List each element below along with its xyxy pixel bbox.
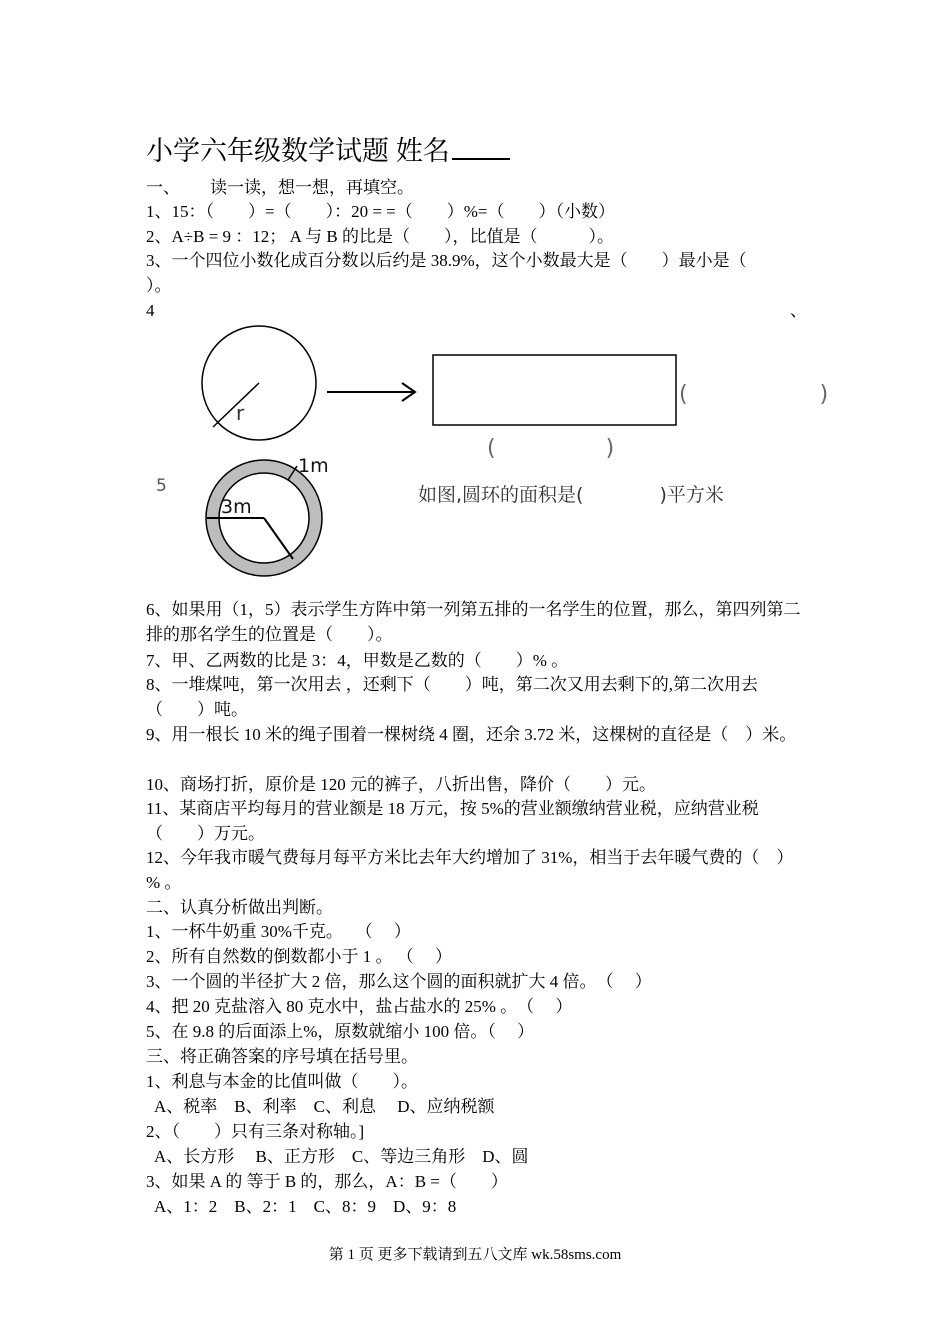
question-3-1: 1、利息与本金的比值叫做（ ）。 <box>146 1072 418 1091</box>
question-1-4-number: 4 <box>146 301 155 320</box>
question-1-7: 7、甲、乙两数的比是 3：4，甲数是乙数的（ ）% 。 <box>146 651 569 670</box>
page-title: 小学六年级数学试题 姓名 <box>146 132 510 169</box>
question-1-1: 1、15：（ ）=（ ）：20 = =（ ）%=（ ）（小数） <box>146 202 616 221</box>
question-3-3: 3、如果 A 的 等于 B 的，那么，A：B =（ ） <box>146 1172 508 1191</box>
rectangle-bottom-blank[interactable]: ( ) <box>487 436 615 461</box>
question-2-1: 1、一杯牛奶重 30%千克。 （ ） <box>146 922 411 941</box>
question-3-2: 2、（ ）只有三条对称轴。] <box>146 1122 365 1141</box>
radius-label: r <box>236 401 245 425</box>
ring-area-question: 如图,圆环的面积是( )平方米 <box>418 484 724 506</box>
rectangle-side-blank[interactable]: ( ) <box>679 382 829 407</box>
figure-circle-to-rectangle <box>0 0 950 600</box>
section-3-heading: 三、将正确答案的序号填在括号里。 <box>146 1047 418 1066</box>
question-1-6: 6、如果用（1，5）表示学生方阵中第一列第五排的一名学生的位置，那么，第四列第二排的那名学生的位置是（ ）。 <box>146 600 801 644</box>
question-2-3: 3、一个圆的半径扩大 2 倍，那么这个圆的面积就扩大 4 倍。 （ ） <box>146 972 652 991</box>
question-1-8: 8、一堆煤吨，第一次用去 ，还剩下（ ）吨，第二次又用去剩下的,第二次用去（ ）吨。 <box>146 675 758 719</box>
question-1-10: 10、商场打折，原价是 120 元的裤子，八折出售，降价（ ）元。 <box>146 775 656 794</box>
question-3-1-options: A、税率 B、利率 C、利息 D、应纳税额 <box>154 1097 495 1116</box>
section-1-heading: 一、 读一读，想一想，再填空。 <box>146 178 414 197</box>
question-3-3-options: A、1：2 B、2：1 C、8：9 D、9：8 <box>154 1197 457 1216</box>
question-2-4: 4、把 20 克盐溶入 80 克水中，盐占盐水的 25% 。 （ ） <box>146 997 573 1016</box>
question-2-2: 2、所有自然数的倒数都小于 1 。 （ ） <box>146 947 452 966</box>
question-1-3-cont: ）。 <box>146 276 172 295</box>
page-footer: 第 1 页 更多下载请到五八文库 wk.58sms.com <box>328 1247 622 1263</box>
question-1-4-mark: 、 <box>790 301 807 320</box>
rectangle-shape <box>433 355 676 425</box>
question-2-5: 5、在 9.8 的后面添上%，原数就缩小 100 倍。（ ） <box>146 1022 535 1041</box>
question-1-2: 2、A÷B = 9 ：12； A 与 B 的比是（ ），比值是（ ）。 <box>146 227 615 246</box>
section-2-heading: 二、认真分析做出判断。 <box>146 898 333 917</box>
question-1-9: 9、用一根长 10 米的绳子围着一棵树绕 4 圈，还余 3.72 米，这棵树的直径是（ ）米。 <box>146 725 797 744</box>
question-1-12: 12、今年我市暖气费每月每平方米比去年大约增加了 31%，相当于去年暖气费的（ ）% 。 <box>146 848 794 892</box>
ring-width-label: 1m <box>298 455 329 477</box>
question-1-3: 3、一个四位小数化成百分数以后约是 38.9%，这个小数最大是（ ）最小是（ <box>146 251 747 270</box>
question-1-5-number: 5 <box>156 476 167 496</box>
ring-inner-label: 3m <box>221 496 252 518</box>
question-1-11: 11、某商店平均每月的营业额是 18 万元，按 5%的营业额缴纳营业税，应纳营业税（ ）万元。 <box>146 799 759 843</box>
question-3-2-options: A、长方形 B、正方形 C、等边三角形 D、圆 <box>154 1147 529 1166</box>
